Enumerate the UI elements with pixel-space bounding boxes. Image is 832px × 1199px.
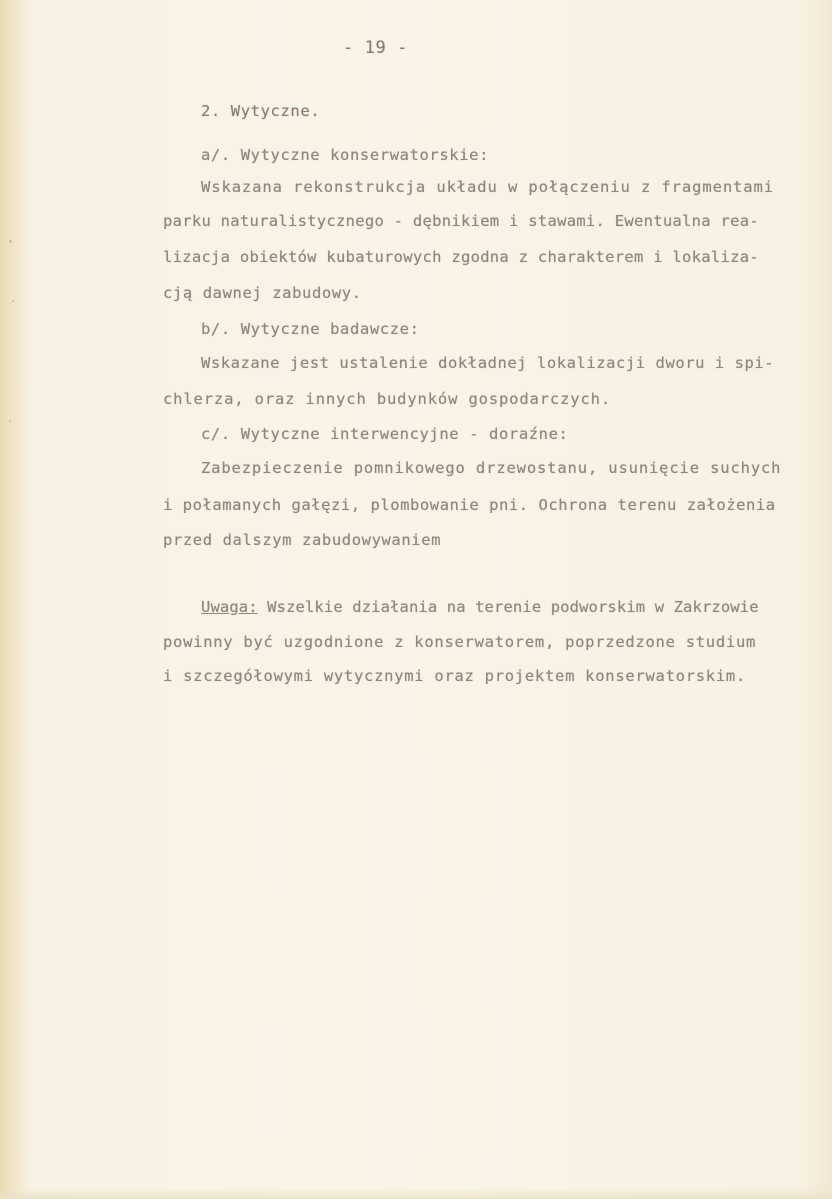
subsection-a-line: cją dawnej zabudowy. [163,284,362,302]
note-label: Uwaga: [201,598,258,616]
subsection-a-line: parku naturalistycznego - dębnikiem i stawami. Ewentualna rea- [163,212,759,230]
subsection-b-label: b/. Wytyczne badawcze: [201,320,420,338]
paper-speck [12,300,14,302]
paper-speck [9,420,11,422]
note-first-line [201,600,759,616]
note-line: powinny być uzgodnione z konserwatorem, poprzedzone studium [163,633,757,651]
subsection-b-line: chlerza, oraz innych budynków gospodarczych. [163,390,611,408]
subsection-c-line: przed dalszym zabudowywaniem [163,531,442,549]
paper-edge [0,0,26,1199]
paper-bottom-edge [0,1189,832,1199]
paper-speck [9,240,12,243]
subsection-a-label: a/. Wytyczne konserwatorskie: [201,146,490,164]
section-heading: 2. Wytyczne. [201,102,321,120]
page-number: - 19 - [343,38,409,58]
subsection-c-line: Zabezpieczenie pomnikowego drzewostanu, usunięcie suchych [201,459,782,477]
note-first-line-text: Wszelkie działania na terenie podworskim w Zakrzowie [257,598,759,616]
subsection-b-line: Wskazane jest ustalenie dokładnej lokalizacji dworu i spi- [201,354,775,372]
note-line: i szczegółowymi wytycznymi oraz projektem konserwatorskim. [163,667,747,685]
subsection-a-line: Wskazana rekonstrukcja układu w połączeniu z fragmentami [201,178,774,196]
subsection-a-line: lizacja obiektów kubaturowych zgodna z charakterem i lokaliza- [163,248,759,266]
subsection-c-line: i połamanych gałęzi, plombowanie pni. Ochrona terenu założenia [163,496,776,514]
subsection-c-label: c/. Wytyczne interwencyjne - doraźne: [201,425,569,443]
